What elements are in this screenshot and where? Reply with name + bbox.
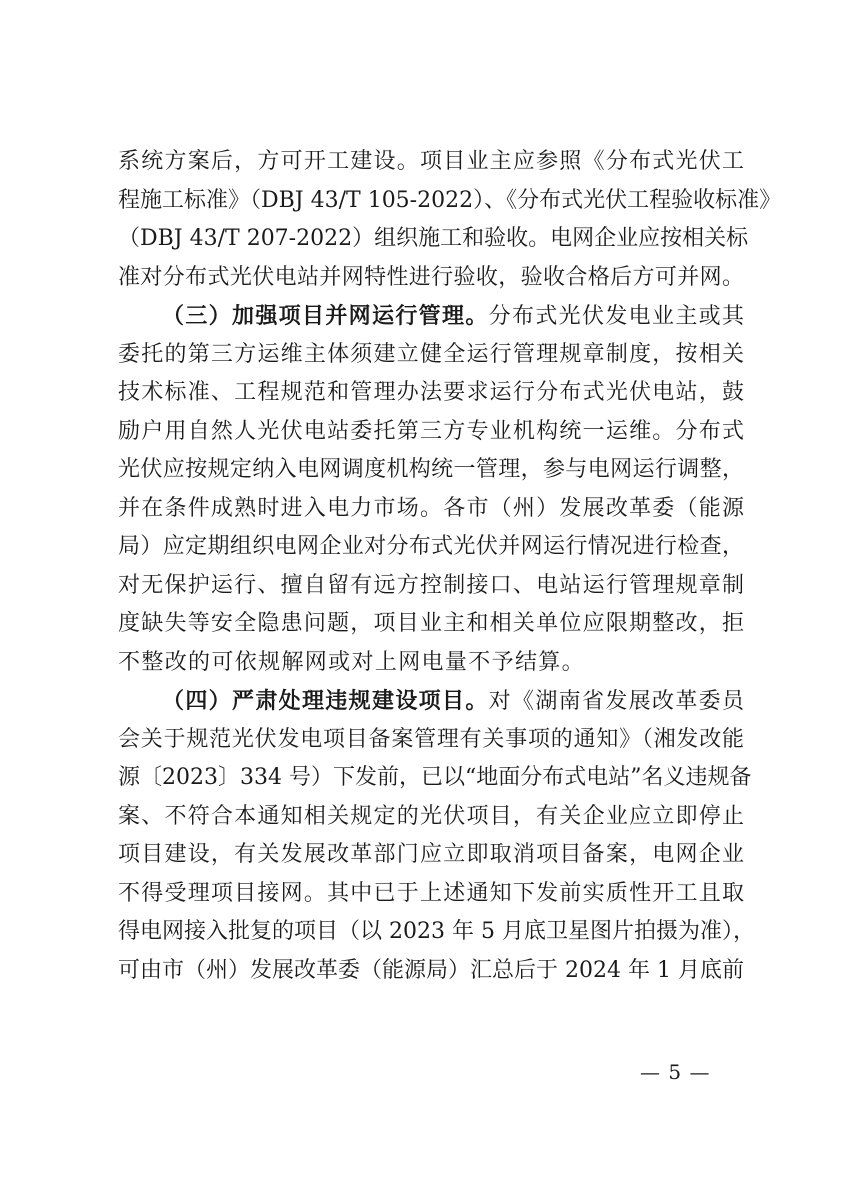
text-line: 不得受理项目接网。其中已于上述通知下发前实质性开工且取 [118,880,744,906]
section-heading: （三）加强项目并网运行管理。 [162,303,489,329]
text-line: 励户用自然人光伏电站委托第三方专业机构统一运维。分布式 [118,418,744,444]
text-line: 程施工标准》（DBJ 43/T 105-2022）、《分布式光伏工程验收标准》 [118,187,782,213]
text-fragment: 对《湖南省发展改革委员 [488,689,744,714]
text-line: 项目建设，有关发展改革部门应立即取消项目备案，电网企业 [118,842,744,867]
text-line: 技术标准、工程规范和管理办法要求运行分布式光伏电站，鼓 [118,380,744,405]
text-line: 源〔2023〕334 号）下发前，已以“地面分布式电站”名义违规备 [118,765,752,790]
text-line: 准对分布式光伏电站并网特性进行验收，验收合格后方可并网。 [118,264,744,290]
text-line: 对无保护运行、擅自留有远方控制接口、电站运行管理规章制 [118,572,744,598]
page-number: — 5 — [640,1060,711,1084]
text-line: 度缺失等安全隐患问题，项目业主和相关单位应限期整改，拒 [118,611,744,636]
text-line: 局）应定期组织电网企业对分布式光伏并网运行情况进行检查， [118,534,744,559]
text-line: 并在条件成熟时进入电力市场。各市（州）发展改革委（能源 [118,495,744,521]
text-line: 不整改的可依规解网或对上网电量不予结算。 [118,649,586,675]
text-line: 委托的第三方运维主体须建立健全运行管理规章制度，按相关 [118,341,744,367]
text-line: 系统方案后，方可开工建设。项目业主应参照《分布式光伏工 [118,149,744,174]
document-body [118,143,782,990]
section-heading-line [118,682,744,721]
text-line: 光伏应按规定纳入电网调度机构统一管理，参与电网运行调整， [118,457,744,482]
text-line: 得电网接入批复的项目（以 2023 年 5 月底卫星图片拍摄为准）， [118,919,755,944]
section-heading: （四）严肃处理违规建设项目。 [162,688,489,714]
text-line: 可由市（州）发展改革委（能源局）汇总后于 2024 年 1 月底前 [118,957,744,983]
text-line: 案、不符合本通知相关规定的光伏项目，有关企业应立即停止 [118,803,744,829]
text-line: 会关于规范光伏发电项目备案管理有关事项的通知》（湘发改能 [118,726,744,752]
text-line: （DBJ 43/T 207-2022）组织施工和验收。电网企业应按相关标 [118,226,749,251]
section-heading-line [118,297,744,336]
text-fragment: 分布式光伏发电业主或其 [488,304,744,329]
